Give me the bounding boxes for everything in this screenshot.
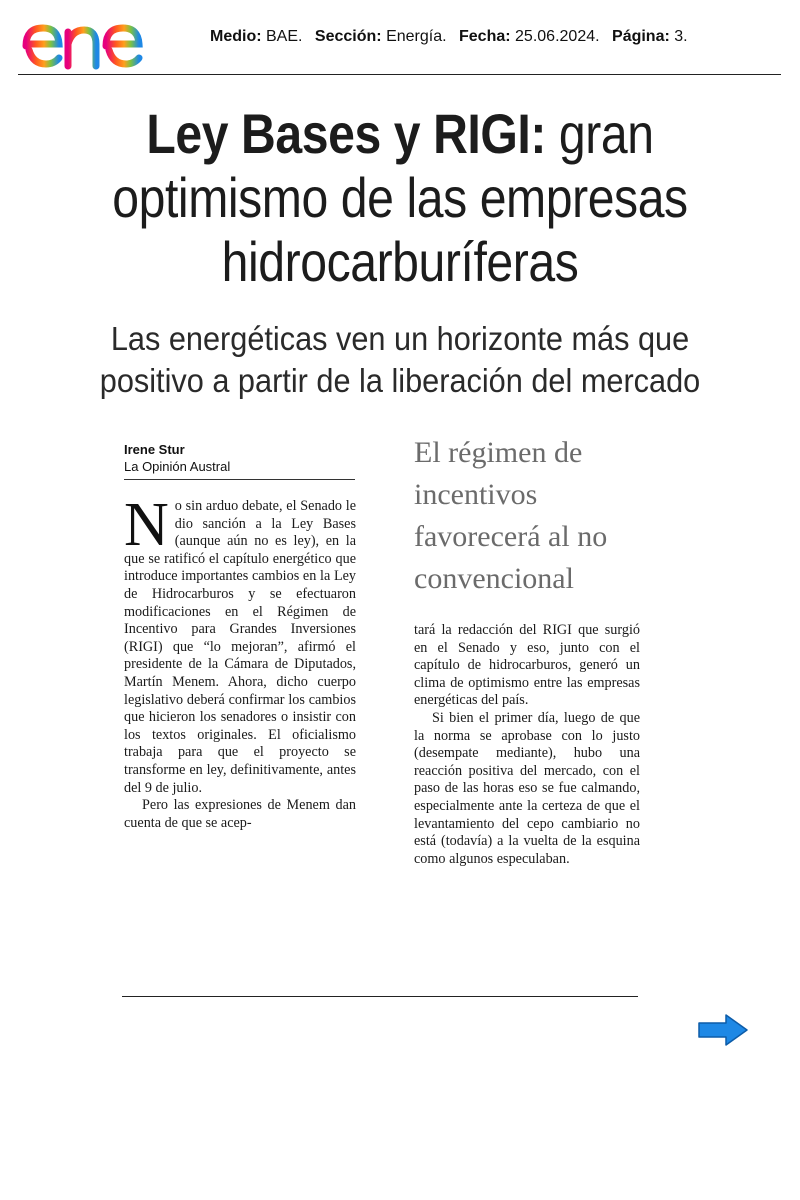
medio-label: Medio: (210, 28, 262, 45)
fecha-label: Fecha: (459, 28, 511, 45)
headline-rest: gran (545, 102, 654, 165)
article-subheadline (47, 318, 754, 402)
pull-quote: El régimen de incentivos favorecerá al no convencional (414, 436, 608, 595)
enel-logo (16, 6, 181, 72)
article-column-right (414, 622, 640, 868)
subhead-line-1: Las energéticas ven un horizonte más que (110, 320, 690, 357)
headline-line-2: optimismo de las empresas (112, 166, 688, 229)
clipping-metadata (210, 28, 688, 46)
footer-divider (122, 996, 638, 997)
headline-line-3: hidrocarburíferas (221, 230, 579, 293)
seccion-label: Sección: (314, 28, 382, 45)
subhead-line-2: positivo a partir de la liberación del mercado (99, 362, 701, 399)
paragraph: tará la redacción del RIGI que surgió en el Senado y eso, junto con el capítulo de hidrocarburos, generó un clima de optimismo entre las empresas energéticas del país. (414, 622, 640, 709)
pagina-label: Página: (612, 28, 670, 45)
paragraph-text: o sin arduo debate, el Senado le dio sanción a la Ley Bases (aunque aún no es ley), en la que se ratificó el capítulo energético que introduce importantes cambios en la Ley de Hidrocarburos y se efectuaron modificaciones en el Régimen de Incentivo para Grandes Inversiones (RIGI) que “lo mejoran”, afirmó el presidente de la Cámara de Diputados, Martín Menem. Ahora, dicho cuerpo legislativo deberá confirmar los cambios que hicieron los senadores o insistir con los textos originales. El oficialismo trabaja para que el proyecto se transforme en ley, definitivamente, antes del 9 de julio. (124, 498, 356, 796)
byline (124, 441, 356, 475)
paragraph: Pero las expresiones de Menem dan cuenta de que se acep- (124, 797, 356, 831)
fecha-value: 25.06.2024. (515, 28, 600, 45)
article-headline (73, 102, 727, 294)
paragraph (124, 491, 356, 797)
medio-value: BAE. (266, 28, 303, 45)
drop-cap: N (124, 491, 169, 559)
paragraph: Si bien el primer día, luego de que la norma se aprobase con lo justo (desempate mediante), hubo una reacción positiva del mercado, con el paso de las horas eso se fue calmando, especialmente ante la certeza de que el levantamiento del cepo cambiario no está (todavía) a la vuelta de la esquina como algunos especulaban. (414, 709, 640, 867)
headline-line-1 (73, 102, 727, 166)
pagina-value: 3. (674, 28, 688, 45)
author-name: Irene Stur (124, 442, 185, 457)
seccion-value: Energía. (386, 28, 447, 45)
page-header (0, 0, 800, 76)
header-divider (18, 74, 781, 75)
headline-bold: Ley Bases y RIGI: (146, 102, 546, 165)
author-outlet: La Opinión Austral (124, 459, 231, 474)
byline-divider (124, 479, 355, 480)
right-arrow-icon[interactable] (696, 1012, 750, 1048)
article-column-left (124, 491, 356, 832)
